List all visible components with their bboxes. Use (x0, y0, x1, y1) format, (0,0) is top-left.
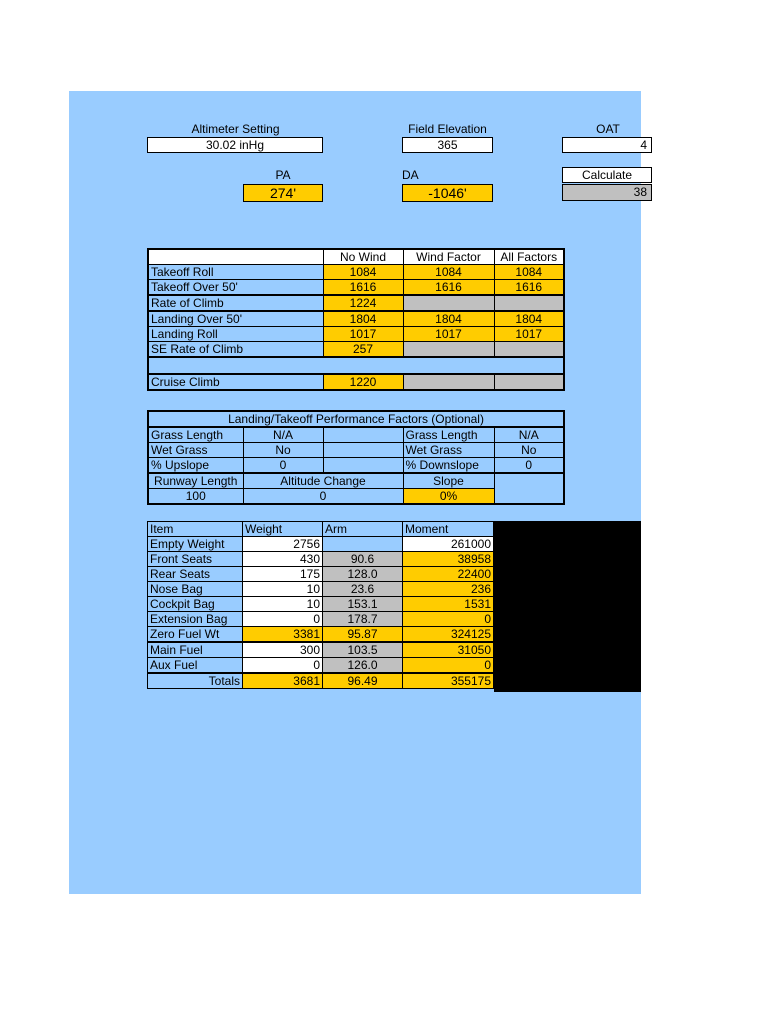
wb-moment: 0 (403, 612, 494, 627)
perf-row-landing-over-50 (148, 311, 564, 327)
wb-row-extension-bag (148, 612, 494, 627)
pa-label: PA (275, 168, 291, 182)
wb-item: Aux Fuel (148, 658, 243, 674)
wb-item: Nose Bag (148, 582, 243, 597)
wb-weight[interactable]: 0 (243, 658, 323, 674)
wb-arm: 96.49 (323, 673, 403, 689)
upslope-input[interactable]: 0 (243, 458, 323, 474)
perf-all-factors (494, 295, 564, 311)
wb-arm: 95.87 (323, 627, 403, 643)
wb-row-aux-fuel (148, 658, 494, 674)
header-no-wind: No Wind (323, 249, 403, 265)
perf-no-wind: 1804 (323, 311, 403, 327)
perf-row-cruise-climb (148, 374, 564, 390)
wb-row-nose-bag (148, 582, 494, 597)
wb-arm (323, 537, 403, 552)
wb-weight[interactable]: 2756 (243, 537, 323, 552)
wb-header-row (148, 522, 494, 537)
calculate-result: 38 (562, 184, 652, 201)
factors-blank-cell (323, 458, 403, 474)
perf-wind-factor: 1084 (403, 265, 494, 280)
pa-value: 274' (243, 184, 323, 202)
perf-no-wind: 1616 (323, 280, 403, 296)
grass-length-input-left[interactable]: N/A (243, 427, 323, 443)
performance-header-row (148, 249, 564, 265)
wb-moment: 236 (403, 582, 494, 597)
field-elevation-label: Field Elevation (408, 122, 487, 136)
perf-row-landing-roll (148, 327, 564, 342)
perf-label: Landing Roll (148, 327, 323, 342)
perf-no-wind: 1084 (323, 265, 403, 280)
factors-row-grass-length (148, 427, 564, 443)
wb-item: Cockpit Bag (148, 597, 243, 612)
wb-header-arm: Arm (323, 522, 403, 537)
perf-spacer-cell (148, 357, 564, 374)
da-value: -1046' (402, 184, 493, 202)
perf-all-factors: 1804 (494, 311, 564, 327)
header-all-factors: All Factors (494, 249, 564, 265)
header-wind-factor: Wind Factor (403, 249, 494, 265)
field-elevation-input[interactable]: 365 (402, 137, 493, 153)
factors-blank-cell (323, 443, 403, 458)
upslope-label: % Upslope (148, 458, 243, 474)
factors-title-row (148, 411, 564, 427)
perf-no-wind: 257 (323, 342, 403, 358)
wet-grass-label-right: Wet Grass (403, 443, 494, 458)
perf-no-wind: 1220 (323, 374, 403, 390)
runway-length-label: Runway Length (148, 473, 243, 489)
performance-table (147, 248, 565, 391)
performance-header-blank (148, 249, 323, 265)
downslope-label: % Downslope (403, 458, 494, 474)
wb-item: Totals (148, 673, 243, 689)
slope-value: 0% (403, 489, 494, 505)
wb-moment[interactable]: 261000 (403, 537, 494, 552)
perf-row-takeoff-over-50 (148, 280, 564, 296)
perf-all-factors: 1084 (494, 265, 564, 280)
perf-row-spacer (148, 357, 564, 374)
wb-row-zero-fuel-wt (148, 627, 494, 643)
perf-wind-factor (403, 374, 494, 390)
wb-moment: 1531 (403, 597, 494, 612)
oat-label: OAT (596, 122, 620, 136)
wb-item: Front Seats (148, 552, 243, 567)
factors-row-wet-grass (148, 443, 564, 458)
wb-weight[interactable]: 0 (243, 612, 323, 627)
wb-row-totals (148, 673, 494, 689)
wb-weight[interactable]: 175 (243, 567, 323, 582)
wet-grass-label-left: Wet Grass (148, 443, 243, 458)
wb-row-empty-weight (148, 537, 494, 552)
wb-weight[interactable]: 300 (243, 642, 323, 658)
perf-label: Takeoff Over 50' (148, 280, 323, 296)
altitude-change-label: Altitude Change (243, 473, 403, 489)
wb-item: Main Fuel (148, 642, 243, 658)
wb-row-front-seats (148, 552, 494, 567)
wb-arm: 128.0 (323, 567, 403, 582)
perf-label: Landing Over 50' (148, 311, 323, 327)
oat-input[interactable]: 4 (562, 137, 652, 153)
wb-arm: 126.0 (323, 658, 403, 674)
wb-header-weight: Weight (243, 522, 323, 537)
factors-row-runway-header (148, 473, 564, 489)
cg-chart-area (494, 521, 641, 692)
weight-balance-table (147, 521, 494, 689)
altitude-change-input[interactable]: 0 (243, 489, 403, 505)
da-label: DA (402, 168, 419, 182)
perf-all-factors (494, 374, 564, 390)
perf-wind-factor (403, 342, 494, 358)
wb-arm: 153.1 (323, 597, 403, 612)
wb-item: Zero Fuel Wt (148, 627, 243, 643)
wb-item: Extension Bag (148, 612, 243, 627)
wb-header-moment: Moment (403, 522, 494, 537)
calculate-button[interactable]: Calculate (562, 167, 652, 183)
wb-weight[interactable]: 10 (243, 597, 323, 612)
wb-moment: 38958 (403, 552, 494, 567)
factors-title: Landing/Takeoff Performance Factors (Optional) (148, 411, 564, 427)
perf-wind-factor (403, 295, 494, 311)
runway-length-input[interactable]: 100 (148, 489, 243, 505)
perf-all-factors: 1616 (494, 280, 564, 296)
downslope-input[interactable]: 0 (494, 458, 564, 474)
perf-row-se-rate-of-climb (148, 342, 564, 358)
factors-row-slope (148, 458, 564, 474)
perf-no-wind: 1224 (323, 295, 403, 311)
wet-grass-input-left[interactable]: No (243, 443, 323, 458)
wb-moment: 22400 (403, 567, 494, 582)
wb-row-main-fuel (148, 642, 494, 658)
wb-arm: 23.6 (323, 582, 403, 597)
wb-moment: 0 (403, 658, 494, 674)
grass-length-label-right: Grass Length (403, 427, 494, 443)
perf-wind-factor: 1017 (403, 327, 494, 342)
wb-moment: 324125 (403, 627, 494, 643)
perf-label: Rate of Climb (148, 295, 323, 311)
factors-blank-cell (494, 473, 564, 504)
wb-weight: 3381 (243, 627, 323, 643)
perf-wind-factor: 1616 (403, 280, 494, 296)
factors-table (147, 410, 565, 505)
spreadsheet-area (69, 91, 647, 894)
perf-row-rate-of-climb (148, 295, 564, 311)
perf-row-takeoff-roll (148, 265, 564, 280)
perf-wind-factor: 1804 (403, 311, 494, 327)
perf-no-wind: 1017 (323, 327, 403, 342)
altimeter-label: Altimeter Setting (191, 122, 280, 136)
wb-weight[interactable]: 430 (243, 552, 323, 567)
perf-all-factors: 1017 (494, 327, 564, 342)
wb-row-rear-seats (148, 567, 494, 582)
perf-label: Cruise Climb (148, 374, 323, 390)
perf-all-factors (494, 342, 564, 358)
perf-label: SE Rate of Climb (148, 342, 323, 358)
wb-item: Rear Seats (148, 567, 243, 582)
wb-arm: 90.6 (323, 552, 403, 567)
altimeter-input[interactable]: 30.02 inHg (147, 137, 323, 153)
factors-blank-cell (323, 427, 403, 443)
wb-weight[interactable]: 10 (243, 582, 323, 597)
wb-row-cockpit-bag (148, 597, 494, 612)
grass-length-label-left: Grass Length (148, 427, 243, 443)
wb-item: Empty Weight (148, 537, 243, 552)
wb-arm: 178.7 (323, 612, 403, 627)
slope-label: Slope (403, 473, 494, 489)
grass-length-input-right[interactable]: N/A (494, 427, 564, 443)
wb-arm: 103.5 (323, 642, 403, 658)
wb-moment: 355175 (403, 673, 494, 689)
wb-header-item: Item (148, 522, 243, 537)
perf-label: Takeoff Roll (148, 265, 323, 280)
wb-weight: 3681 (243, 673, 323, 689)
wb-moment: 31050 (403, 642, 494, 658)
wet-grass-input-right[interactable]: No (494, 443, 564, 458)
